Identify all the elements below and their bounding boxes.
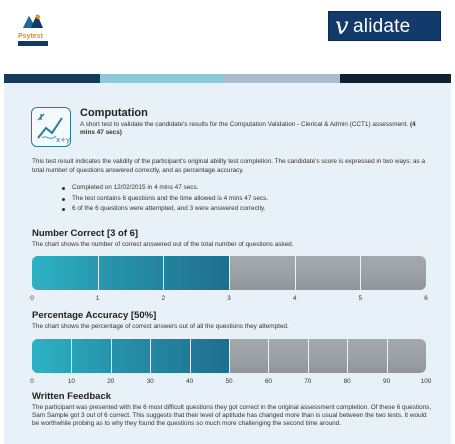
validate-logo-v: v [335, 12, 349, 40]
summary-list [62, 183, 268, 215]
bar-divider [387, 339, 388, 373]
validate-logo-text: alidate [353, 16, 411, 37]
psytest-wordmark: Psytest [18, 33, 43, 40]
list-item: 6 of the 6 questions were attempted, and 3 were answered correctly. [62, 204, 268, 215]
tick-label: 0 [30, 378, 34, 385]
stripe-segment-4 [340, 74, 451, 83]
intro-paragraph: This test result indicates the validity of the participant's original ability test completion. The candidate's score is expressed in two ways: as a total number of questions answered correctly, and as percentage accuracy. [32, 158, 426, 174]
svg-text:x+y: x+y [56, 136, 71, 144]
calculator-chart-icon [31, 107, 71, 147]
bar-divider [295, 256, 296, 290]
percentage-accuracy-bar [32, 339, 426, 373]
bar-divider [360, 256, 361, 290]
list-item: The test contains 6 questions and the time allowed is 4 mins 47 secs. [62, 194, 268, 205]
tick-label: 100 [420, 378, 432, 385]
stripe-segment-1 [4, 74, 100, 83]
tick-label: 6 [424, 295, 428, 302]
bar-fill [32, 256, 229, 290]
bar-divider [347, 339, 348, 373]
tick-label: 20 [107, 378, 115, 385]
bar-divider [111, 339, 112, 373]
number-correct-subtitle: The chart shows the number of correct answered out of the total number of questions asked. [32, 241, 294, 248]
bar-fill [32, 339, 229, 373]
report-header [0, 0, 455, 72]
tick-label: 50 [225, 378, 233, 385]
psytest-logo [18, 12, 48, 48]
bar-divider [229, 339, 230, 373]
tick-label: 60 [264, 378, 272, 385]
number-correct-title: Number Correct [3 of 6] [32, 228, 139, 239]
tick-label: 2 [161, 295, 166, 302]
tick-label: 10 [67, 378, 75, 385]
bar-divider [71, 339, 72, 373]
tick-label: 90 [383, 378, 391, 385]
tick-label: 1 [95, 295, 100, 302]
bar-divider [98, 256, 99, 290]
tick-label: 70 [304, 378, 312, 385]
bar-divider [308, 339, 309, 373]
tick-label: 30 [146, 378, 154, 385]
written-feedback-title: Written Feedback [32, 391, 112, 402]
tick-label: 4 [292, 295, 297, 302]
tick-label: 80 [343, 378, 351, 385]
tick-label: 40 [186, 378, 194, 385]
computation-duration: (4 mins 47 secs) [80, 121, 416, 136]
tick-label: 0 [30, 295, 34, 302]
bar-divider [268, 339, 269, 373]
bar-divider [163, 256, 164, 290]
tick-label: 3 [227, 295, 231, 302]
tick-label: 5 [358, 295, 363, 302]
percentage-accuracy-subtitle: The chart shows the percentage of correct answers out of all the questions they attempted. [32, 323, 289, 330]
number-correct-bar [32, 256, 426, 290]
written-feedback-text: The participant was presented with the 6 most difficult questions they got correct in the original assessment completion. Of these 6 questions, Sam Sample got 3 out of 6 correct. This suggests that their level of aptitude has changed more than is usual between the two tests. It would be worthwhile probing as to why they found the questions so much more challenging the second time around. [32, 404, 432, 428]
stripe-segment-3 [224, 74, 340, 83]
bar-divider [229, 256, 230, 290]
validate-logo [328, 11, 441, 41]
computation-title: Computation [80, 107, 148, 119]
bar-divider [150, 339, 151, 373]
percentage-accuracy-title: Percentage Accuracy [50%] [32, 310, 157, 321]
list-item: Completed on 12/02/2015 in 4 mins 47 secs. [62, 183, 268, 194]
psytest-logo-bar [18, 41, 48, 46]
bar-divider [190, 339, 191, 373]
computation-description: A short test to validate the candidate's results for the Computation Validation - Clerical & Admin (CCT1) assessment. (4 mins 47 secs) [80, 121, 416, 136]
stripe-segment-2 [100, 74, 224, 83]
psytest-mark-icon [21, 12, 45, 32]
